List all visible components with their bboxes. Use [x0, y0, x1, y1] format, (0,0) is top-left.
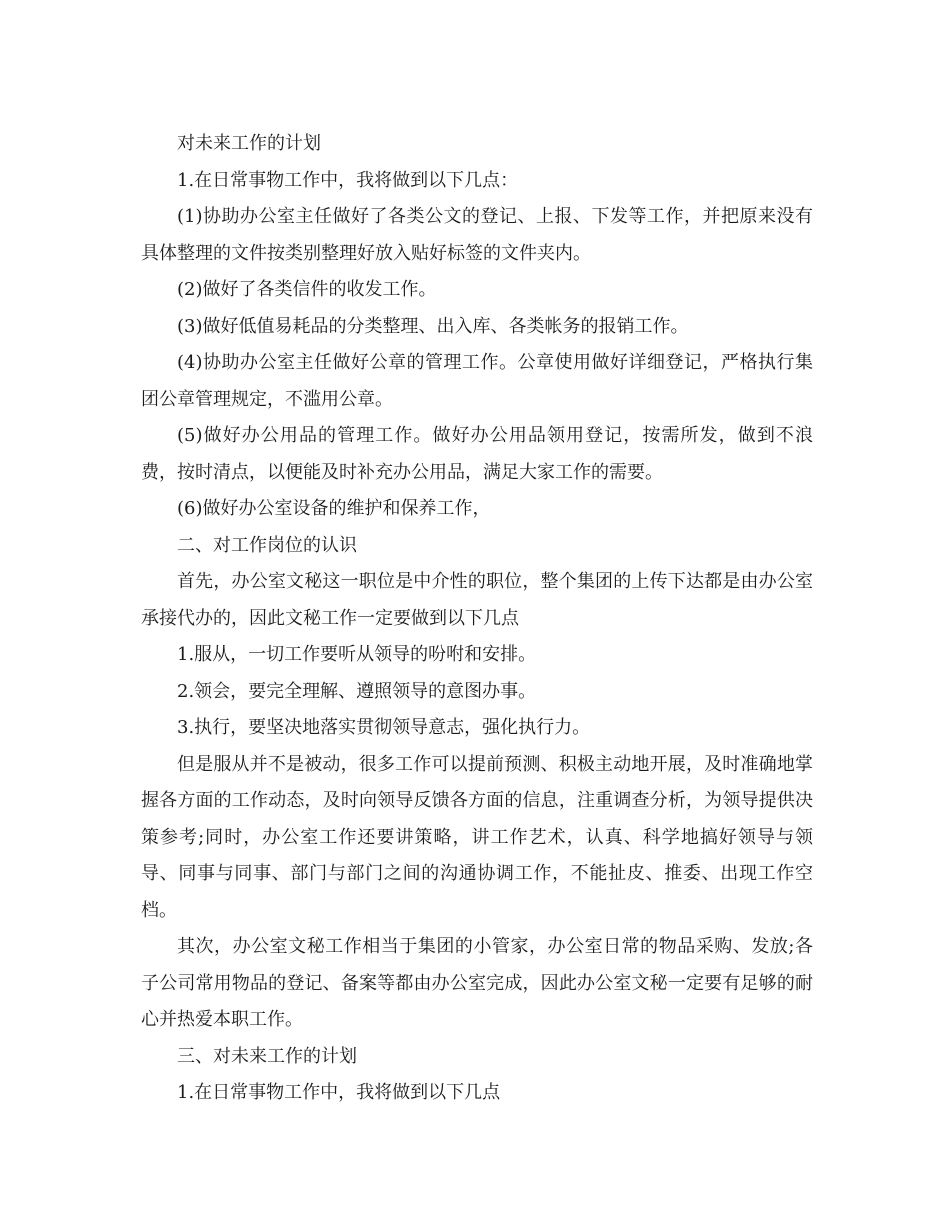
list-item-comprehend: 2.领会，要完全理解、遵照领导的意图办事。 [177, 680, 537, 702]
list-item-5: (5)做好办公用品的管理工作。做好办公用品领用登记，按需所发，做到不浪费，按时清点，以便能及时补充办公用品，满足大家工作的需要。 [141, 425, 813, 483]
paragraph-however: 但是服从并不是被动，很多工作可以提前预测、积极主动地开展，及时准确地掌握各方面的工作动态，及时向领导反馈各方面的信息，注重调查分析，为领导提供决策参考;同时，办公室工作还要讲策略，讲工作艺术，认真、科学地搞好领导与领导、同事与同事、部门与部门之间的沟通协调工作，不能扯皮、推委、出现工作空档。 [141, 753, 813, 921]
list-item-6: (6)做好办公室设备的维护和保养工作， [177, 498, 491, 519]
section-heading-future-plan: 对未来工作的计划 [177, 133, 321, 154]
list-item-2: (2)做好了各类信件的收发工作。 [177, 279, 437, 300]
paragraph-second: 其次，办公室文秘工作相当于集团的小管家，办公室日常的物品采购、发放;各子公司常用物品的登记、备案等都由办公室完成，因此办公室文秘一定要有足够的耐心并热爱本职工作。 [141, 936, 813, 1030]
list-item-daily-work: 1.在日常事物工作中，我将做到以下几点： [177, 169, 519, 191]
list-item-execute: 3.执行，要坚决地落实贯彻领导意志，强化执行力。 [177, 717, 591, 738]
section-heading-future-plan-3: 三、对未来工作的计划 [177, 1045, 357, 1067]
paragraph-first: 首先，办公室文秘这一职位是中介性的职位，整个集团的上传下达都是由办公室承接代办的，因此文秘工作一定要做到以下几点 [141, 571, 813, 629]
section-heading-job-understanding: 二、对工作岗位的认识 [177, 534, 357, 556]
list-item-1: (1)协助办公室主任做好了各类公文的登记、上报、下发等工作，并把原来没有具体整理的文件按类别整理好放入贴好标签的文件夹内。 [141, 206, 813, 264]
list-item-obey: 1.服从，一切工作要听从领导的吩咐和安排。 [177, 644, 537, 665]
document-body [141, 126, 813, 1112]
list-item-daily-work-2: 1.在日常事物工作中，我将做到以下几点 [177, 1082, 501, 1103]
list-item-3: (3)做好低值易耗品的分类整理、出入库、各类帐务的报销工作。 [177, 315, 689, 337]
list-item-4: (4)协助办公室主任做好公章的管理工作。公章使用做好详细登记，严格执行集团公章管理规定，不滥用公章。 [141, 352, 813, 410]
